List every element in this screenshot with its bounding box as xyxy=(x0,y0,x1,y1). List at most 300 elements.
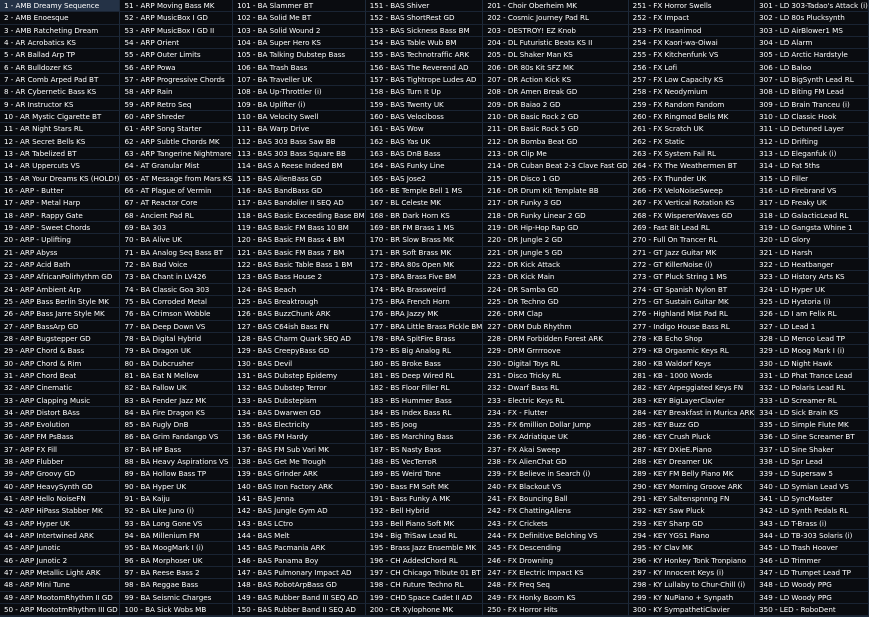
preset-item[interactable]: 111 - BA Warp Drive xyxy=(233,123,366,135)
preset-item[interactable]: 233 - Electric Keys RL xyxy=(483,395,628,407)
preset-item[interactable]: 242 - FX ChattingAliens xyxy=(483,505,628,517)
preset-item[interactable]: 83 - BA Fender Jazz MK xyxy=(120,395,233,407)
preset-item[interactable]: 248 - FX Freq Seq xyxy=(483,579,628,591)
preset-item[interactable]: 121 - BAS Basic FM Bass 7 BM xyxy=(233,247,366,259)
preset-item[interactable]: 45 - ARP Junotic xyxy=(0,542,120,554)
preset-item[interactable]: 196 - CH AddedChord RL xyxy=(366,555,484,567)
preset-item[interactable]: 306 - LD Baloo xyxy=(755,62,869,74)
preset-item[interactable]: 66 - AT Plague of Vermin xyxy=(120,185,233,197)
preset-item[interactable]: 277 - Indigo House Bass RL xyxy=(629,321,755,333)
preset-item[interactable]: 174 - BRA Brassweird xyxy=(366,284,484,296)
preset-item[interactable]: 292 - KEY Saw Pluck xyxy=(629,505,755,517)
preset-item[interactable]: 1 - AMB Dreamy Sequence xyxy=(0,0,120,12)
preset-item[interactable]: 62 - ARP Subtle Chords MK xyxy=(120,136,233,148)
preset-item[interactable]: 342 - LD Synth Pedals RL xyxy=(755,505,869,517)
preset-item[interactable]: 150 - BAS Rubber Band II SEQ AD xyxy=(233,604,366,616)
preset-item[interactable]: 116 - BAS BandBass GD xyxy=(233,185,366,197)
preset-item[interactable]: 135 - BAS Electricity xyxy=(233,419,366,431)
preset-item[interactable]: 276 - Highland Mist Pad RL xyxy=(629,308,755,320)
preset-item[interactable]: 270 - Full On Trancer RL xyxy=(629,234,755,246)
preset-item[interactable]: 151 - BAS Shiver xyxy=(366,0,484,12)
preset-item[interactable]: 53 - ARP MusicBox I GD II xyxy=(120,25,233,37)
preset-item[interactable]: 207 - DR Action Kick KS xyxy=(483,74,628,86)
preset-item[interactable]: 141 - BAS Jenna xyxy=(233,493,366,505)
preset-item[interactable]: 84 - BA Fire Dragon KS xyxy=(120,407,233,419)
preset-item[interactable]: 235 - FX 6million Dollar Jump xyxy=(483,419,628,431)
preset-item[interactable]: 54 - ARP Orient xyxy=(120,37,233,49)
preset-item[interactable]: 290 - KEY Morning Groove ARK xyxy=(629,481,755,493)
preset-item[interactable]: 261 - FX Scratch UK xyxy=(629,123,755,135)
preset-item[interactable]: 125 - BAS Breaktrough xyxy=(233,296,366,308)
preset-item[interactable]: 102 - BA Solid Me BT xyxy=(233,12,366,24)
preset-item[interactable]: 209 - DR Baiao 2 GD xyxy=(483,99,628,111)
preset-item[interactable]: 21 - ARP Abyss xyxy=(0,247,120,259)
preset-item[interactable]: 338 - LD Spr Lead xyxy=(755,456,869,468)
preset-item[interactable]: 92 - BA Like Juno (i) xyxy=(120,505,233,517)
preset-item[interactable]: 271 - GT Jazz Guitar MK xyxy=(629,247,755,259)
preset-item[interactable]: 16 - ARP - Butter xyxy=(0,185,120,197)
preset-item[interactable]: 2 - AMB Enoesque xyxy=(0,12,120,24)
preset-item[interactable]: 202 - Cosmic Journey Pad RL xyxy=(483,12,628,24)
preset-item[interactable]: 126 - BAS BuzzChunk ARK xyxy=(233,308,366,320)
preset-item[interactable]: 23 - ARP AfricanPolirhythm GD xyxy=(0,271,120,283)
preset-item[interactable]: 230 - Digital Toys RL xyxy=(483,358,628,370)
preset-item[interactable]: 258 - FX Neodymium xyxy=(629,86,755,98)
preset-item[interactable]: 305 - LD Arctic Hardstyle xyxy=(755,49,869,61)
preset-item[interactable]: 263 - FX System Fail RL xyxy=(629,148,755,160)
preset-item[interactable]: 87 - BA HP Bass xyxy=(120,444,233,456)
preset-item[interactable]: 173 - BRA Brass Five BM xyxy=(366,271,484,283)
preset-item[interactable]: 297 - KY Innocent Keys (i) xyxy=(629,567,755,579)
preset-item[interactable]: 189 - BS Weird Tone xyxy=(366,468,484,480)
preset-item[interactable]: 99 - BA Seismic Charges xyxy=(120,592,233,604)
preset-item[interactable]: 208 - DR Amen Break GD xyxy=(483,86,628,98)
preset-item[interactable]: 256 - FX Lofi xyxy=(629,62,755,74)
preset-item[interactable]: 56 - ARP Powa xyxy=(120,62,233,74)
preset-item[interactable]: 200 - CR Xylophone MK xyxy=(366,604,484,616)
preset-item[interactable]: 286 - KEY Crush Pluck xyxy=(629,431,755,443)
preset-item[interactable]: 78 - BA Digital Hybrid xyxy=(120,333,233,345)
preset-item[interactable]: 80 - BA Dubcrusher xyxy=(120,358,233,370)
preset-item[interactable]: 301 - LD 303-Tadao's Attack (i) xyxy=(755,0,869,12)
preset-item[interactable]: 46 - ARP Junotic 2 xyxy=(0,555,120,567)
preset-item[interactable]: 309 - LD Brain Tranceu (i) xyxy=(755,99,869,111)
preset-item[interactable]: 302 - LD 80s Plucksynth xyxy=(755,12,869,24)
preset-item[interactable]: 164 - BAS Funky Line xyxy=(366,160,484,172)
preset-item[interactable]: 108 - BA Up-Throttler (i) xyxy=(233,86,366,98)
preset-item[interactable]: 317 - LD Freaky UK xyxy=(755,197,869,209)
preset-item[interactable]: 177 - BRA Little Brass Pickle BM xyxy=(366,321,484,333)
preset-item[interactable]: 137 - BAS FM Sub Vari MK xyxy=(233,444,366,456)
preset-item[interactable]: 180 - BS Broke Bass xyxy=(366,358,484,370)
preset-item[interactable]: 11 - AR Night Stars RL xyxy=(0,123,120,135)
preset-item[interactable]: 203 - DESTROY! EZ Knob xyxy=(483,25,628,37)
preset-item[interactable]: 175 - BRA French Horn xyxy=(366,296,484,308)
preset-item[interactable]: 75 - BA Corroded Metal xyxy=(120,296,233,308)
preset-item[interactable]: 312 - LD Drifting xyxy=(755,136,869,148)
preset-item[interactable]: 31 - ARP Chord Beat xyxy=(0,370,120,382)
preset-item[interactable]: 10 - AR Mystic Cigarette BT xyxy=(0,111,120,123)
preset-item[interactable]: 176 - BRA Jazzy MK xyxy=(366,308,484,320)
preset-item[interactable]: 195 - Brass Jazz Ensemble MK xyxy=(366,542,484,554)
preset-item[interactable]: 335 - LD Simple Flute MK xyxy=(755,419,869,431)
preset-item[interactable]: 284 - KEY Breakfast in Murica ARK xyxy=(629,407,755,419)
preset-item[interactable]: 267 - FX Vertical Rotation KS xyxy=(629,197,755,209)
preset-item[interactable]: 257 - FX Low Capacity KS xyxy=(629,74,755,86)
preset-item[interactable]: 350 - LED - RoboDent xyxy=(755,604,869,616)
preset-item[interactable]: 22 - ARP Acid Bath xyxy=(0,259,120,271)
preset-item[interactable]: 300 - KY SympathetiClavier xyxy=(629,604,755,616)
preset-item[interactable]: 191 - Bass Funky A MK xyxy=(366,493,484,505)
preset-item[interactable]: 322 - LD Heatbanger xyxy=(755,259,869,271)
preset-item[interactable]: 239 - FX Believe in Search (i) xyxy=(483,468,628,480)
preset-item[interactable]: 291 - KEY Saltenspnnng FN xyxy=(629,493,755,505)
preset-item[interactable]: 240 - FX Blackout VS xyxy=(483,481,628,493)
preset-item[interactable]: 24 - ARP Ambient Arp xyxy=(0,284,120,296)
preset-item[interactable]: 182 - BS Floor Filler RL xyxy=(366,382,484,394)
preset-item[interactable]: 217 - DR Funky 3 GD xyxy=(483,197,628,209)
preset-item[interactable]: 232 - Dwarf Bass RL xyxy=(483,382,628,394)
preset-item[interactable]: 118 - BAS Basic Exceeding Base BM xyxy=(233,210,366,222)
preset-item[interactable]: 3 - AMB Ratcheting Dream xyxy=(0,25,120,37)
preset-item[interactable]: 139 - BAS Grinder ARK xyxy=(233,468,366,480)
preset-item[interactable]: 212 - DR Bomba Beat GD xyxy=(483,136,628,148)
preset-item[interactable]: 136 - BAS FM Hardy xyxy=(233,431,366,443)
preset-item[interactable]: 316 - LD Firebrand VS xyxy=(755,185,869,197)
preset-item[interactable]: 229 - DRM Grrrroove xyxy=(483,345,628,357)
preset-item[interactable]: 153 - BAS Sickness Bass BM xyxy=(366,25,484,37)
preset-item[interactable]: 131 - BAS Dubstep Epidemy xyxy=(233,370,366,382)
preset-item[interactable]: 326 - LD I am Felix RL xyxy=(755,308,869,320)
preset-item[interactable]: 42 - ARP HiPass Stabber MK xyxy=(0,505,120,517)
preset-item[interactable]: 252 - FX Impact xyxy=(629,12,755,24)
preset-item[interactable]: 64 - AT Granular Mist xyxy=(120,160,233,172)
preset-item[interactable]: 339 - LD Supersaw 5 xyxy=(755,468,869,480)
preset-item[interactable]: 69 - BA 303 xyxy=(120,222,233,234)
preset-item[interactable]: 50 - ARP MoototmRhythm III GD xyxy=(0,604,120,616)
preset-item[interactable]: 130 - BAS Devil xyxy=(233,358,366,370)
preset-item[interactable]: 55 - ARP Outer Limits xyxy=(120,49,233,61)
preset-item[interactable]: 260 - FX Ringmod Bells MK xyxy=(629,111,755,123)
preset-item[interactable]: 68 - Ancient Pad RL xyxy=(120,210,233,222)
preset-item[interactable]: 187 - BS Nasty Bass xyxy=(366,444,484,456)
preset-item[interactable]: 334 - LD Sick Brain KS xyxy=(755,407,869,419)
preset-item[interactable]: 152 - BAS ShortRest GD xyxy=(366,12,484,24)
preset-item[interactable]: 245 - FX Descending xyxy=(483,542,628,554)
preset-item[interactable]: 122 - BAS Basic Table Bass 1 BM xyxy=(233,259,366,271)
preset-item[interactable]: 201 - Choir Oberheim MK xyxy=(483,0,628,12)
preset-item[interactable]: 188 - BS VecTerroR xyxy=(366,456,484,468)
preset-item[interactable]: 336 - LD Sine Screamer BT xyxy=(755,431,869,443)
preset-item[interactable]: 288 - KEY Dreamer UK xyxy=(629,456,755,468)
preset-item[interactable]: 148 - BAS RobotArpBass GD xyxy=(233,579,366,591)
preset-item[interactable]: 132 - BAS Dubstep Terror xyxy=(233,382,366,394)
preset-item[interactable]: 91 - BA Kaiju xyxy=(120,493,233,505)
preset-item[interactable]: 18 - ARP - Rappy Gate xyxy=(0,210,120,222)
preset-item[interactable]: 184 - BS Index Bass RL xyxy=(366,407,484,419)
preset-item[interactable]: 134 - BAS Dwarwen GD xyxy=(233,407,366,419)
preset-item[interactable]: 14 - AR Uppercuts VS xyxy=(0,160,120,172)
preset-item[interactable]: 26 - ARP Bass Jarre Style MK xyxy=(0,308,120,320)
preset-item[interactable]: 243 - FX Crickets xyxy=(483,518,628,530)
preset-item[interactable]: 82 - BA Fallow UK xyxy=(120,382,233,394)
preset-item[interactable]: 58 - ARP Rain xyxy=(120,86,233,98)
preset-item[interactable]: 206 - DR 80s Kit SFZ MK xyxy=(483,62,628,74)
preset-item[interactable]: 254 - FX Kaori-wa-Oiwai xyxy=(629,37,755,49)
preset-item[interactable]: 315 - LD Filler xyxy=(755,173,869,185)
preset-item[interactable]: 123 - BAS Bass House 2 xyxy=(233,271,366,283)
preset-item[interactable]: 104 - BA Super Hero KS xyxy=(233,37,366,49)
preset-item[interactable]: 344 - LD TB-303 Solaris (i) xyxy=(755,530,869,542)
preset-item[interactable]: 119 - BAS Basic FM Bass 10 BM xyxy=(233,222,366,234)
preset-item[interactable]: 110 - BA Velocity Swell xyxy=(233,111,366,123)
preset-item[interactable]: 6 - AR Bulldozer KS xyxy=(0,62,120,74)
preset-item[interactable]: 59 - ARP Retro Seq xyxy=(120,99,233,111)
preset-item[interactable]: 147 - BAS Pulmonary Impact AD xyxy=(233,567,366,579)
preset-item[interactable]: 29 - ARP Chord & Bass xyxy=(0,345,120,357)
preset-item[interactable]: 167 - BL Celeste MK xyxy=(366,197,484,209)
preset-item[interactable]: 165 - BAS Jose2 xyxy=(366,173,484,185)
preset-item[interactable]: 76 - BA Crimson Wobble xyxy=(120,308,233,320)
preset-item[interactable]: 101 - BA Slammer BT xyxy=(233,0,366,12)
preset-item[interactable]: 103 - BA Solid Wound 2 xyxy=(233,25,366,37)
preset-item[interactable]: 128 - BAS Charm Quark SEQ AD xyxy=(233,333,366,345)
preset-item[interactable]: 47 - ARP Metallic Light ARK xyxy=(0,567,120,579)
preset-item[interactable]: 262 - FX Static xyxy=(629,136,755,148)
preset-item[interactable]: 313 - LD Eleganfuk (i) xyxy=(755,148,869,160)
preset-item[interactable]: 95 - BA MoogMark I (i) xyxy=(120,542,233,554)
preset-item[interactable]: 308 - LD Biting FM Lead xyxy=(755,86,869,98)
preset-item[interactable]: 253 - FX Insanimod xyxy=(629,25,755,37)
preset-item[interactable]: 155 - BAS Technotraffic ARK xyxy=(366,49,484,61)
preset-item[interactable]: 124 - BAS Beach xyxy=(233,284,366,296)
preset-item[interactable]: 106 - BA Trash Bass xyxy=(233,62,366,74)
preset-item[interactable]: 259 - FX Random Fandom xyxy=(629,99,755,111)
preset-item[interactable]: 170 - BR Slow Brass MK xyxy=(366,234,484,246)
preset-item[interactable]: 129 - BAS CreepyBass GD xyxy=(233,345,366,357)
preset-item[interactable]: 183 - BS Hummer Bass xyxy=(366,395,484,407)
preset-item[interactable]: 293 - KEY Sharp GD xyxy=(629,518,755,530)
preset-item[interactable]: 71 - BA Analog Seq Bass BT xyxy=(120,247,233,259)
preset-item[interactable]: 89 - BA Hollow Bass TP xyxy=(120,468,233,480)
preset-item[interactable]: 273 - GT Pluck String 1 MS xyxy=(629,271,755,283)
preset-item[interactable]: 337 - LD Sine Shaker xyxy=(755,444,869,456)
preset-item[interactable]: 222 - DR Kick Attack xyxy=(483,259,628,271)
preset-item[interactable]: 330 - LD Night Hawk xyxy=(755,358,869,370)
preset-item[interactable]: 5 - AR Ballad Arp TP xyxy=(0,49,120,61)
preset-item[interactable]: 74 - BA Classic Goa 303 xyxy=(120,284,233,296)
preset-item[interactable]: 346 - LD Trimmer xyxy=(755,555,869,567)
preset-item[interactable]: 341 - LD SyncMaster xyxy=(755,493,869,505)
preset-item[interactable]: 314 - LD Fat 5ths xyxy=(755,160,869,172)
preset-item[interactable]: 185 - BS Joog xyxy=(366,419,484,431)
preset-item[interactable]: 113 - BAS 303 Bass Square BB xyxy=(233,148,366,160)
preset-item[interactable]: 98 - BA Reggae Bass xyxy=(120,579,233,591)
preset-item[interactable]: 275 - GT Sustain Guitar MK xyxy=(629,296,755,308)
preset-item[interactable]: 303 - LD AirBlower1 MS xyxy=(755,25,869,37)
preset-item[interactable]: 39 - ARP Groovy GD xyxy=(0,468,120,480)
preset-item[interactable]: 227 - DRM Dub Rhythm xyxy=(483,321,628,333)
preset-item[interactable]: 109 - BA Uplifter (i) xyxy=(233,99,366,111)
preset-item[interactable]: 17 - ARP - Metal Harp xyxy=(0,197,120,209)
preset-item[interactable]: 269 - Fast Bit Lead RL xyxy=(629,222,755,234)
preset-item[interactable]: 156 - BAS The Reverend AD xyxy=(366,62,484,74)
preset-item[interactable]: 281 - KB - 1000 Words xyxy=(629,370,755,382)
preset-item[interactable]: 234 - FX - Flutter xyxy=(483,407,628,419)
preset-item[interactable]: 274 - GT Spanish Nylon BT xyxy=(629,284,755,296)
preset-item[interactable]: 38 - ARP Flubber xyxy=(0,456,120,468)
preset-item[interactable]: 272 - GT KillerNoise (i) xyxy=(629,259,755,271)
preset-item[interactable]: 94 - BA Millenium FM xyxy=(120,530,233,542)
preset-item[interactable]: 224 - DR Samba GD xyxy=(483,284,628,296)
preset-item[interactable]: 40 - ARP HeavySynth GD xyxy=(0,481,120,493)
preset-item[interactable]: 283 - KEY BigLayerClavier xyxy=(629,395,755,407)
preset-item[interactable]: 266 - FX VeloNoiseSweep xyxy=(629,185,755,197)
preset-item[interactable]: 90 - BA Hyper UK xyxy=(120,481,233,493)
preset-item[interactable]: 168 - BR Dark Horn KS xyxy=(366,210,484,222)
preset-item[interactable]: 172 - BRA 80s Open MK xyxy=(366,259,484,271)
preset-item[interactable]: 298 - KY Lullaby to Chur-Chill (i) xyxy=(629,579,755,591)
preset-item[interactable]: 100 - BA Sick Wobs MB xyxy=(120,604,233,616)
preset-item[interactable]: 49 - ARP MootomRhythm II GD xyxy=(0,592,120,604)
preset-item[interactable]: 144 - BAS Melt xyxy=(233,530,366,542)
preset-item[interactable]: 43 - ARP Hyper UK xyxy=(0,518,120,530)
preset-item[interactable]: 347 - LD Trumpet Lead TP xyxy=(755,567,869,579)
preset-item[interactable]: 96 - BA Morphoser UK xyxy=(120,555,233,567)
preset-item[interactable]: 33 - ARP Clapping Music xyxy=(0,395,120,407)
preset-item[interactable]: 25 - ARP Bass Berlin Style MK xyxy=(0,296,120,308)
preset-item[interactable]: 264 - FX The Weathermen BT xyxy=(629,160,755,172)
preset-item[interactable]: 236 - FX Adriatique UK xyxy=(483,431,628,443)
preset-item[interactable]: 88 - BA Heavy Aspirations VS xyxy=(120,456,233,468)
preset-item[interactable]: 327 - LD Lead 1 xyxy=(755,321,869,333)
preset-item[interactable]: 321 - LD Harsh xyxy=(755,247,869,259)
preset-item[interactable]: 194 - Big TriSaw Lead RL xyxy=(366,530,484,542)
preset-item[interactable]: 218 - DR Funky Linear 2 GD xyxy=(483,210,628,222)
preset-item[interactable]: 86 - BA Grim Fandango VS xyxy=(120,431,233,443)
preset-item[interactable]: 114 - BAS A Reese Indeed BM xyxy=(233,160,366,172)
preset-item[interactable]: 331 - LD Phat Trance Lead xyxy=(755,370,869,382)
preset-item[interactable]: 328 - LD Menco Lead TP xyxy=(755,333,869,345)
preset-item[interactable]: 255 - FX Kitchenfunk VS xyxy=(629,49,755,61)
preset-item[interactable]: 171 - BR Soft Brass MK xyxy=(366,247,484,259)
preset-item[interactable]: 294 - KEY YGS1 Piano xyxy=(629,530,755,542)
preset-item[interactable]: 51 - ARP Moving Bass MK xyxy=(120,0,233,12)
preset-item[interactable]: 340 - LD Symian Lead VS xyxy=(755,481,869,493)
preset-item[interactable]: 204 - DL Futuristic Beats KS II xyxy=(483,37,628,49)
preset-item[interactable]: 282 - KEY Arpeggiated Keys FN xyxy=(629,382,755,394)
preset-item[interactable]: 48 - ARP Mini Tune xyxy=(0,579,120,591)
preset-item[interactable]: 12 - AR Secret Bells KS xyxy=(0,136,120,148)
preset-item[interactable]: 67 - AT Reactor Core xyxy=(120,197,233,209)
preset-item[interactable]: 238 - FX AlienChat GD xyxy=(483,456,628,468)
preset-item[interactable]: 13 - AR Tabelized BT xyxy=(0,148,120,160)
preset-item[interactable]: 162 - BAS Yas UK xyxy=(366,136,484,148)
preset-item[interactable]: 223 - DR Kick Main xyxy=(483,271,628,283)
preset-item[interactable]: 324 - LD Hyper UK xyxy=(755,284,869,296)
preset-item[interactable]: 143 - BAS LCtro xyxy=(233,518,366,530)
preset-item[interactable]: 37 - ARP FX Fill xyxy=(0,444,120,456)
preset-item[interactable]: 246 - FX Drowning xyxy=(483,555,628,567)
preset-item[interactable]: 219 - DR Hip-Hop Rap GD xyxy=(483,222,628,234)
preset-item[interactable]: 133 - BAS Dubstepism xyxy=(233,395,366,407)
preset-item[interactable]: 333 - LD Screamer RL xyxy=(755,395,869,407)
preset-item[interactable]: 251 - FX Horror Swells xyxy=(629,0,755,12)
preset-item[interactable]: 323 - LD History Arts KS xyxy=(755,271,869,283)
preset-item[interactable]: 181 - BS Deep Wired RL xyxy=(366,370,484,382)
preset-item[interactable]: 241 - FX Bouncing Ball xyxy=(483,493,628,505)
preset-item[interactable]: 198 - CH Future Techno RL xyxy=(366,579,484,591)
preset-item[interactable]: 169 - BR FM Brass 1 MS xyxy=(366,222,484,234)
preset-item[interactable]: 63 - ARP Tangerine Nightmare xyxy=(120,148,233,160)
preset-item[interactable]: 36 - ARP FM PsBass xyxy=(0,431,120,443)
preset-item[interactable]: 295 - KY Clav MK xyxy=(629,542,755,554)
preset-item[interactable]: 32 - ARP Cinematic xyxy=(0,382,120,394)
preset-item[interactable]: 161 - BAS Wow xyxy=(366,123,484,135)
preset-item[interactable]: 214 - DR Cuban Beat 2-3 Clave Fast GD xyxy=(483,160,628,172)
preset-item[interactable]: 215 - DR Disco 1 GD xyxy=(483,173,628,185)
preset-item[interactable]: 73 - BA Chant in LV426 xyxy=(120,271,233,283)
preset-item[interactable]: 178 - BRA SpitFire Brass xyxy=(366,333,484,345)
preset-item[interactable]: 138 - BAS Get Me Trough xyxy=(233,456,366,468)
preset-item[interactable]: 343 - LD T-Brass (i) xyxy=(755,518,869,530)
preset-item[interactable]: 210 - DR Basic Rock 2 GD xyxy=(483,111,628,123)
preset-item[interactable]: 221 - DR Jungle 5 GD xyxy=(483,247,628,259)
preset-item[interactable]: 226 - DRM Clap xyxy=(483,308,628,320)
preset-item[interactable]: 20 - ARP - Uplifting xyxy=(0,234,120,246)
preset-item[interactable]: 216 - DR Drum Kit Template BB xyxy=(483,185,628,197)
preset-item[interactable]: 279 - KB Orgasmic Keys RL xyxy=(629,345,755,357)
preset-item[interactable]: 192 - Bell Hybrid xyxy=(366,505,484,517)
preset-item[interactable]: 7 - AR Comb Arped Pad BT xyxy=(0,74,120,86)
preset-item[interactable]: 325 - LD Hystoria (i) xyxy=(755,296,869,308)
preset-item[interactable]: 265 - FX Thunder UK xyxy=(629,173,755,185)
preset-item[interactable]: 193 - Bell Piano Soft MK xyxy=(366,518,484,530)
preset-item[interactable]: 70 - BA Alive UK xyxy=(120,234,233,246)
preset-item[interactable]: 127 - BAS C64ish Bass FN xyxy=(233,321,366,333)
preset-item[interactable]: 79 - BA Dragon UK xyxy=(120,345,233,357)
preset-item[interactable]: 77 - BA Deep Down VS xyxy=(120,321,233,333)
preset-item[interactable]: 28 - ARP Bugstepper GD xyxy=(0,333,120,345)
preset-item[interactable]: 166 - BE Temple Bell 1 MS xyxy=(366,185,484,197)
preset-item[interactable]: 247 - FX Electric Impact KS xyxy=(483,567,628,579)
preset-item[interactable]: 105 - BA Talking Dubstep Bass xyxy=(233,49,366,61)
preset-item[interactable]: 197 - CH Chicago Tribute 01 BT xyxy=(366,567,484,579)
preset-item[interactable]: 205 - DL Shaker Man KS xyxy=(483,49,628,61)
preset-item[interactable]: 231 - Disco Tricky RL xyxy=(483,370,628,382)
preset-item[interactable]: 27 - ARP BassArp GD xyxy=(0,321,120,333)
preset-item[interactable]: 304 - LD Alarm xyxy=(755,37,869,49)
preset-item[interactable]: 34 - ARP Distort BAss xyxy=(0,407,120,419)
preset-item[interactable]: 120 - BAS Basic FM Bass 4 BM xyxy=(233,234,366,246)
preset-item[interactable]: 179 - BS Big Analog RL xyxy=(366,345,484,357)
preset-item[interactable]: 52 - ARP MusicBox I GD xyxy=(120,12,233,24)
preset-item[interactable]: 115 - BAS AlienBass GD xyxy=(233,173,366,185)
preset-item[interactable]: 93 - BA Long Gone VS xyxy=(120,518,233,530)
preset-item[interactable]: 117 - BAS Bandolier II SEQ AD xyxy=(233,197,366,209)
preset-item[interactable]: 44 - ARP Intertwined ARK xyxy=(0,530,120,542)
preset-item[interactable]: 310 - LD Classic Hook xyxy=(755,111,869,123)
preset-item[interactable]: 97 - BA Reese Bass 2 xyxy=(120,567,233,579)
preset-item[interactable]: 320 - LD Glory xyxy=(755,234,869,246)
preset-item[interactable]: 19 - ARP - Sweet Chords xyxy=(0,222,120,234)
preset-item[interactable]: 237 - FX Akai Sweep xyxy=(483,444,628,456)
preset-item[interactable]: 213 - DR Clip Me xyxy=(483,148,628,160)
preset-item[interactable]: 146 - BAS Panama Boy xyxy=(233,555,366,567)
preset-item[interactable]: 228 - DRM Forbidden Forest ARK xyxy=(483,333,628,345)
preset-item[interactable]: 285 - KEY Buzz GD xyxy=(629,419,755,431)
preset-item[interactable]: 296 - KY Honkey Tonk Tronpiano xyxy=(629,555,755,567)
